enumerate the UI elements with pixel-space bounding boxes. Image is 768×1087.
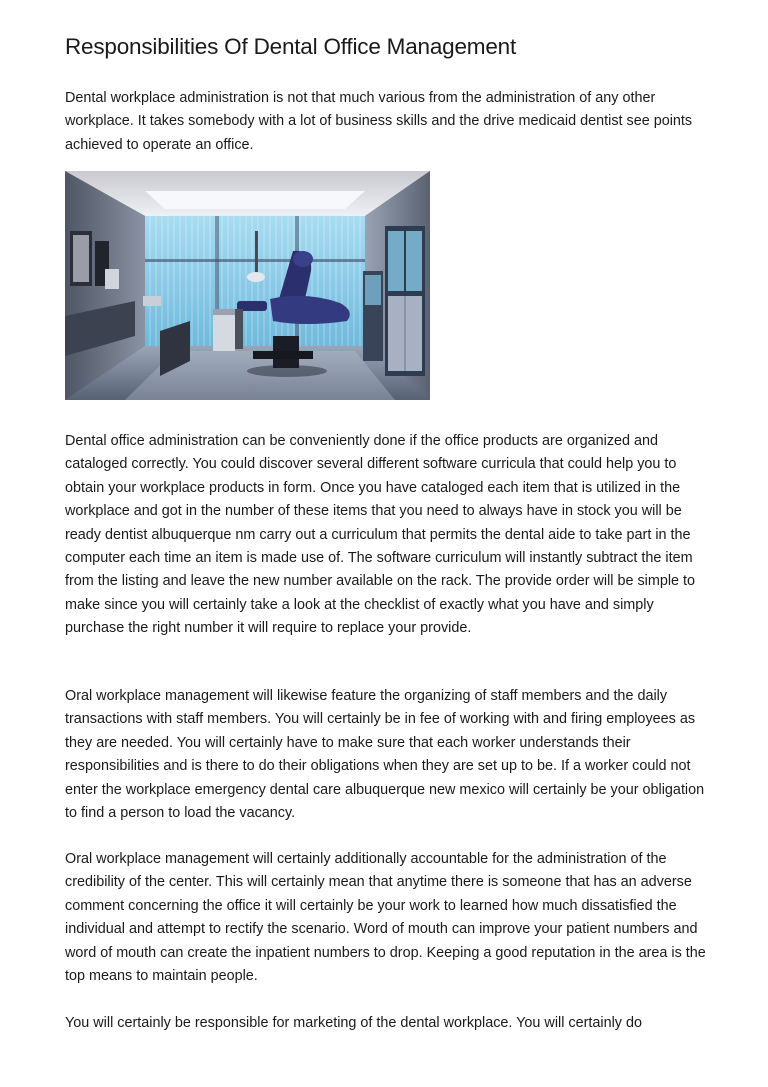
paragraph-reputation: Oral workplace management will certainly additionally accountable for the administration of the credibility of the center. This will certainly mean that anytime there is someone that has an adverse comment concerning the office it will certainly be your work to learned how much dissatisfied the individual and attempt to rectify the scenario. Word of mouth can improve your patient numbers and word of mouth can create the inpatient numbers to drop. Keeping a good reputation in the area is the top means to maintain people. (65, 851, 706, 985)
dental-office-photo (65, 171, 430, 400)
paragraph-intro: Dental workplace administration is not that much various from the administration of any other workplace. It takes somebody with a lot of business skills and the drive medicaid dentist see points achieved to operate an office. (65, 90, 693, 153)
paragraph-marketing: You will certainly be responsible for marketing of the dental workplace. You will certainly do (65, 1015, 643, 1031)
paragraph-office-products: Dental office administration can be conveniently done if the office products are organized and cataloged correctly. You could discover several different software curricula that could help you to obtain your workplace products in form. Once you have cataloged each item that is utilized in the workplace and got in the number of these items that you need to always have in stock you will be ready dentist albuquerque nm carry out a curriculum that permits the dental aide to take part in the computer each time an item is made use of. The software curriculum will instantly subtract the item from the listing and leave the new number available on the rack. The provide order will be simple to make since you will certainly take a look at the checklist of exactly what you have and simply purchase the right number it will require to replace your provide. (65, 433, 696, 637)
paragraph-staff-management: Oral workplace management will likewise feature the organizing of staff members and the daily transactions with staff members. You will certainly be in fee of working with and firing employees as they are needed. You will certainly have to make sure that each worker understands their responsibilities and is there to do their obligations when they are set up to be. If a worker could not enter the workplace emergency dental care albuquerque new mexico will certainly be your obligation to find a person to load the vacancy. (65, 688, 705, 822)
page-title: Responsibilities Of Dental Office Management (65, 34, 517, 59)
